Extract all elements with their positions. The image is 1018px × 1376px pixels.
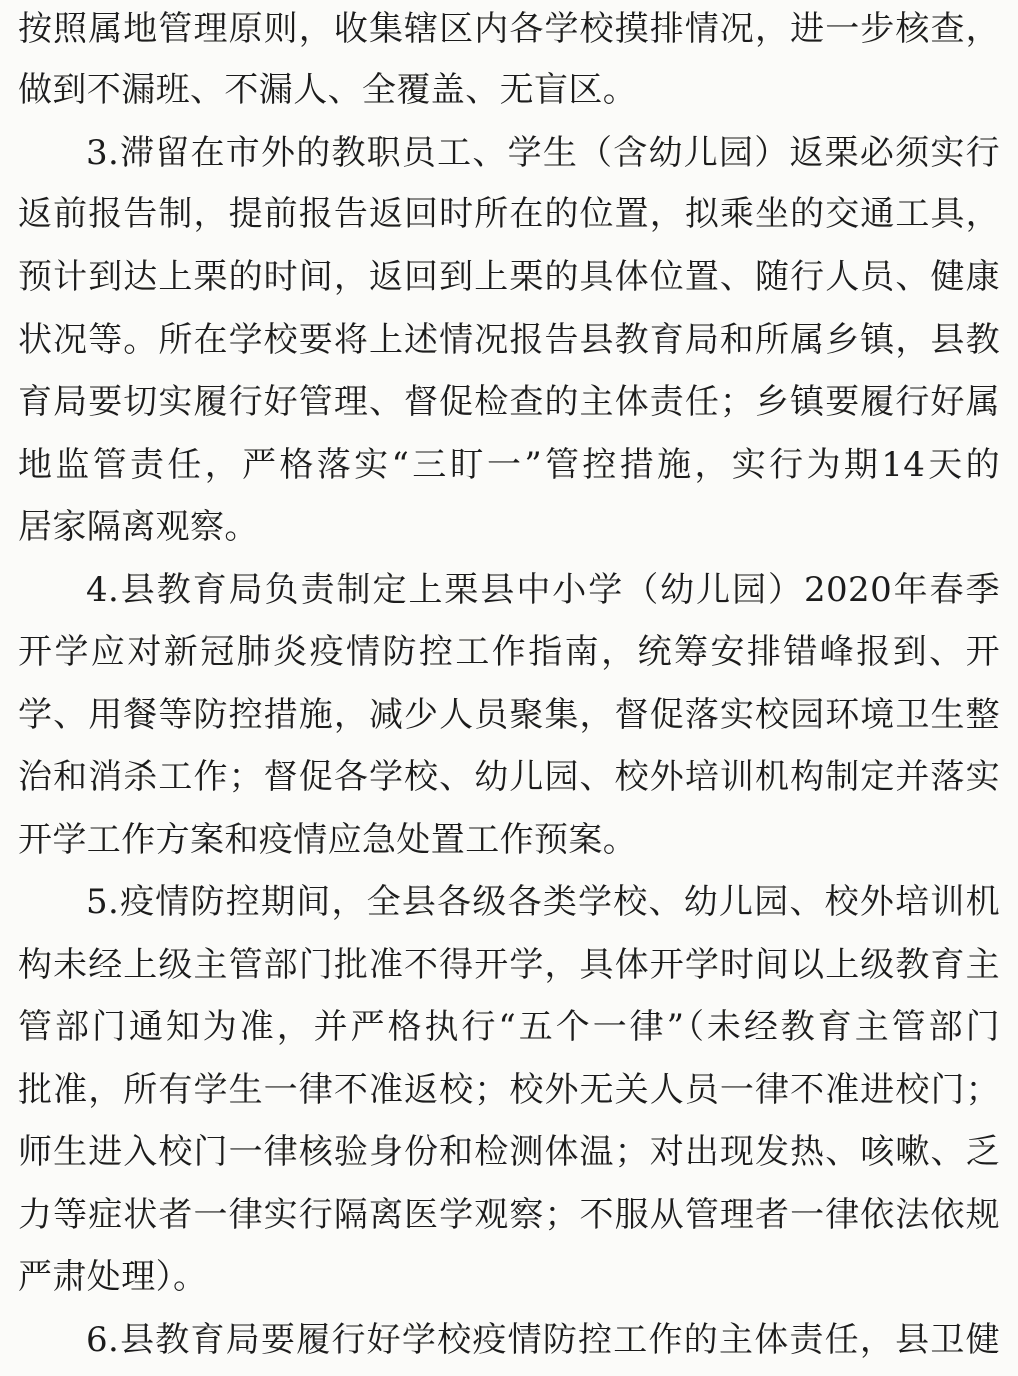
text-line: 按照属地管理原则，收集辖区内各学校摸排情况，进一步核查， bbox=[18, 9, 1000, 49]
text-line: 返前报告制，提前报告返回时所在的位置，拟乘坐的交通工具， bbox=[18, 194, 1000, 234]
text-line: 管部门通知为准，并严格执行“五个一律”（未经教育主管部门 bbox=[18, 1007, 1000, 1047]
text-line: 地监管责任，严格落实“三盯一”管控措施，实行为期14天的 bbox=[18, 445, 1000, 485]
text-line: 治和消杀工作；督促各学校、幼儿园、校外培训机构制定并落实 bbox=[18, 757, 1000, 797]
text-line: 状况等。所在学校要将上述情况报告县教育局和所属乡镇，县教 bbox=[18, 320, 1000, 360]
paragraph-6-start: 6.县教育局要履行好学校疫情防控工作的主体责任，县卫健 bbox=[86, 1320, 1000, 1360]
text-line: 构未经上级主管部门批准不得开学，具体开学时间以上级教育主 bbox=[18, 945, 1000, 985]
text-line: 批准，所有学生一律不准返校；校外无关人员一律不准进校门； bbox=[18, 1070, 1000, 1110]
text-line: 育局要切实履行好管理、督促检查的主体责任；乡镇要履行好属 bbox=[18, 382, 1000, 422]
paragraph-4-start: 4.县教育局负责制定上栗县中小学（幼儿园）2020年春季 bbox=[86, 570, 1000, 610]
text-line: 做到不漏班、不漏人、全覆盖、无盲区。 bbox=[18, 70, 638, 110]
text-line: 严肃处理）。 bbox=[18, 1257, 208, 1297]
text-line: 学、用餐等防控措施，减少人员聚集，督促落实校园环境卫生整 bbox=[18, 695, 1000, 735]
paragraph-3-start: 3.滞留在市外的教职员工、学生（含幼儿园）返栗必须实行 bbox=[86, 133, 1000, 173]
text-line: 预计到达上栗的时间，返回到上栗的具体位置、随行人员、健康 bbox=[18, 257, 1000, 297]
text-line: 师生进入校门一律核验身份和检测体温；对出现发热、咳嗽、乏 bbox=[18, 1132, 1000, 1172]
paragraph-5-start: 5.疫情防控期间，全县各级各类学校、幼儿园、校外培训机 bbox=[86, 882, 1000, 922]
text-line: 居家隔离观察。 bbox=[18, 507, 259, 547]
text-line: 开学工作方案和疫情应急处置工作预案。 bbox=[18, 820, 638, 860]
text-line: 开学应对新冠肺炎疫情防控工作指南，统筹安排错峰报到、开 bbox=[18, 632, 1000, 672]
text-line: 力等症状者一律实行隔离医学观察；不服从管理者一律依法依规 bbox=[18, 1195, 1000, 1235]
